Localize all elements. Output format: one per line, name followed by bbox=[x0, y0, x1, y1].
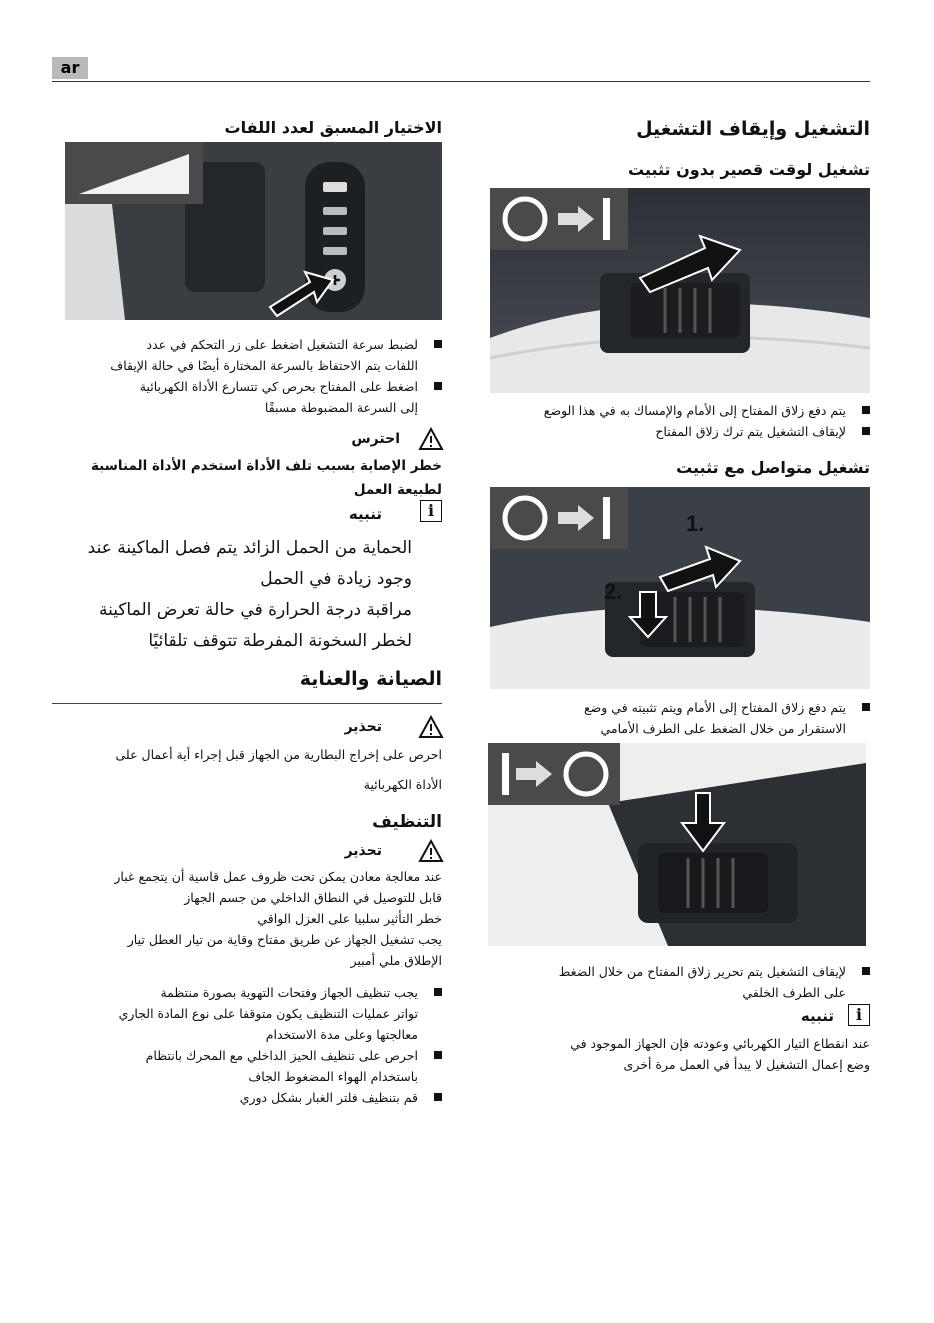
note-label: تنبيه bbox=[348, 505, 382, 523]
step-label-2: 2. bbox=[604, 579, 623, 604]
warning-line: قابل للتوصيل في النطاق الداخلي من جسم الجهاز bbox=[184, 890, 442, 905]
bullet-icon bbox=[434, 340, 442, 348]
right-bullet-list-2 bbox=[490, 697, 870, 739]
list-item-text-cont: باستخدام الهواء المضغوط الجاف bbox=[248, 1069, 418, 1084]
right-bullet-list-1 bbox=[490, 400, 870, 442]
left-bullet-list-1 bbox=[52, 334, 442, 418]
warning-icon bbox=[418, 427, 444, 451]
warning-line: الإطلاق ملي أمبير bbox=[350, 953, 442, 968]
list-item-text: لإيقاف التشغيل يتم تحرير زلاق المفتاح من خلال الضغط bbox=[558, 964, 846, 979]
note-line: لخطر السخونة المفرطة تتوقف تلقائيًا bbox=[148, 631, 412, 651]
switch-photo-continuous bbox=[490, 487, 870, 689]
caution-label: احترس bbox=[351, 431, 400, 447]
warning-text-metal bbox=[52, 866, 442, 971]
info-icon: i bbox=[848, 1004, 870, 1026]
bullet-icon bbox=[862, 406, 870, 414]
note-line: عند انقطاع التيار الكهربائي وعودته فإن الجهاز الموجود في bbox=[570, 1036, 870, 1051]
bullet-icon bbox=[862, 703, 870, 711]
list-item bbox=[52, 982, 442, 1045]
note-line: الحماية من الحمل الزائد يتم فصل الماكينة عند bbox=[87, 538, 412, 558]
warning-line: يجب تشغيل الجهاز عن طريق مفتاح وقاية من تيار العطل تيار bbox=[127, 932, 442, 947]
list-item-text: اضغط على المفتاح بحرص كي تتسارع الأداة الكهربائية bbox=[139, 379, 418, 394]
info-icon: i bbox=[420, 500, 442, 522]
list-item-text: لإيقاف التشغيل يتم ترك زلاق المفتاح bbox=[655, 424, 846, 439]
bullet-icon bbox=[862, 427, 870, 435]
note-line: وضع إعمال التشغيل لا يبدأ في العمل مرة أخرى bbox=[623, 1057, 870, 1072]
list-item-text: قم بتنظيف فلتر الغبار بشكل دوري bbox=[239, 1090, 418, 1105]
subsection-continuous: تشغيل متواصل مع تثبيت bbox=[676, 458, 870, 477]
step-label-1: 1. bbox=[686, 511, 705, 536]
warning-line: الأداة الكهربائية bbox=[363, 777, 442, 792]
cleaning-bullet-list bbox=[52, 982, 442, 1108]
speed-button-illustration bbox=[65, 142, 442, 320]
bullet-icon bbox=[434, 382, 442, 390]
warning-text-battery bbox=[52, 740, 442, 800]
caution-line: خطر الإصابة بسبب تلف الأداة استخدم الأداة المناسبة bbox=[90, 458, 442, 474]
list-item bbox=[52, 376, 442, 418]
switch-photo-momentary bbox=[490, 188, 870, 393]
protection-note bbox=[52, 533, 412, 657]
header-rule bbox=[52, 81, 870, 82]
list-item-text: احرص على تنظيف الحيز الداخلي مع المحرك بانتظام bbox=[145, 1048, 418, 1063]
section-title-speed-preselection: الاختيار المسبق لعدد اللفات bbox=[224, 118, 442, 137]
language-tag: ar bbox=[52, 57, 88, 79]
warning-label: تحذير bbox=[344, 843, 382, 859]
right-bullet-list-3 bbox=[490, 961, 870, 1003]
list-item bbox=[52, 334, 442, 376]
section-title-on-off: التشغيل وإيقاف التشغيل bbox=[636, 118, 870, 140]
note-line: مراقبة درجة الحرارة في حالة تعرض الماكينة bbox=[98, 600, 412, 620]
list-item bbox=[490, 400, 870, 421]
list-item-text: يجب تنظيف الجهاز وفتحات التهوية بصورة منتظمة bbox=[160, 985, 418, 1000]
caution-line: لطبيعة العمل bbox=[353, 482, 442, 498]
bullet-icon bbox=[434, 1093, 442, 1101]
section-title-cleaning: التنظيف bbox=[372, 812, 442, 832]
bullet-icon bbox=[434, 988, 442, 996]
switch-forward-illustration bbox=[490, 188, 870, 393]
warning-icon bbox=[418, 715, 444, 739]
section-rule bbox=[52, 703, 442, 704]
bullet-icon bbox=[862, 967, 870, 975]
note-text bbox=[480, 1033, 870, 1075]
list-item bbox=[490, 697, 870, 739]
warning-label: تحذير bbox=[344, 719, 382, 735]
subsection-momentary: تشغيل لوقت قصير بدون تثبيت bbox=[628, 160, 870, 179]
note-label: تنبيه bbox=[800, 1007, 834, 1025]
list-item-text-cont: معالجتها وعلى مدة الاستخدام bbox=[265, 1027, 418, 1042]
list-item-text-cont: تواتر عمليات التنظيف يكون متوقفا على نوع المادة الجاري bbox=[118, 1006, 418, 1021]
switch-photo-off bbox=[488, 743, 866, 946]
list-item bbox=[52, 1087, 442, 1108]
list-item bbox=[490, 961, 870, 1003]
list-item-text-cont: على الطرف الخلفي bbox=[742, 985, 846, 1000]
speed-control-photo bbox=[65, 142, 442, 320]
switch-lock-illustration bbox=[490, 487, 870, 689]
warning-line: خطر التأثير سلبيا على العزل الواقي bbox=[257, 911, 442, 926]
section-title-maintenance: الصيانة والعناية bbox=[299, 668, 442, 690]
list-item-text: يتم دفع زلاق المفتاح إلى الأمام ويتم تثبيته في وضع bbox=[584, 700, 846, 715]
list-item-text-cont: إلى السرعة المضبوطة مسبقًا bbox=[264, 400, 418, 415]
list-item-text: يتم دفع زلاق المفتاح إلى الأمام والإمساك به في هذا الوضع bbox=[543, 403, 846, 418]
warning-line: عند معالجة معادن يمكن تحت ظروف عمل قاسية أن يتجمع غبار bbox=[114, 869, 442, 884]
list-item bbox=[490, 421, 870, 442]
switch-release-illustration bbox=[488, 743, 866, 946]
caution-text bbox=[52, 454, 442, 502]
note-line: وجود زيادة في الحمل bbox=[260, 569, 412, 589]
list-item bbox=[52, 1045, 442, 1087]
warning-icon bbox=[418, 839, 444, 863]
list-item-text-cont: الاستقرار من خلال الضغط على الطرف الأمامي bbox=[600, 721, 846, 736]
list-item-text: لضبط سرعة التشغيل اضغط على زر التحكم في عدد bbox=[146, 337, 418, 352]
list-item-text-cont: اللفات يتم الاحتفاظ بالسرعة المختارة أيضًا في حالة الإيقاف bbox=[110, 358, 418, 373]
bullet-icon bbox=[434, 1051, 442, 1059]
warning-line: احرص على إخراج البطارية من الجهاز قبل إجراء أية أعمال على bbox=[115, 747, 442, 762]
